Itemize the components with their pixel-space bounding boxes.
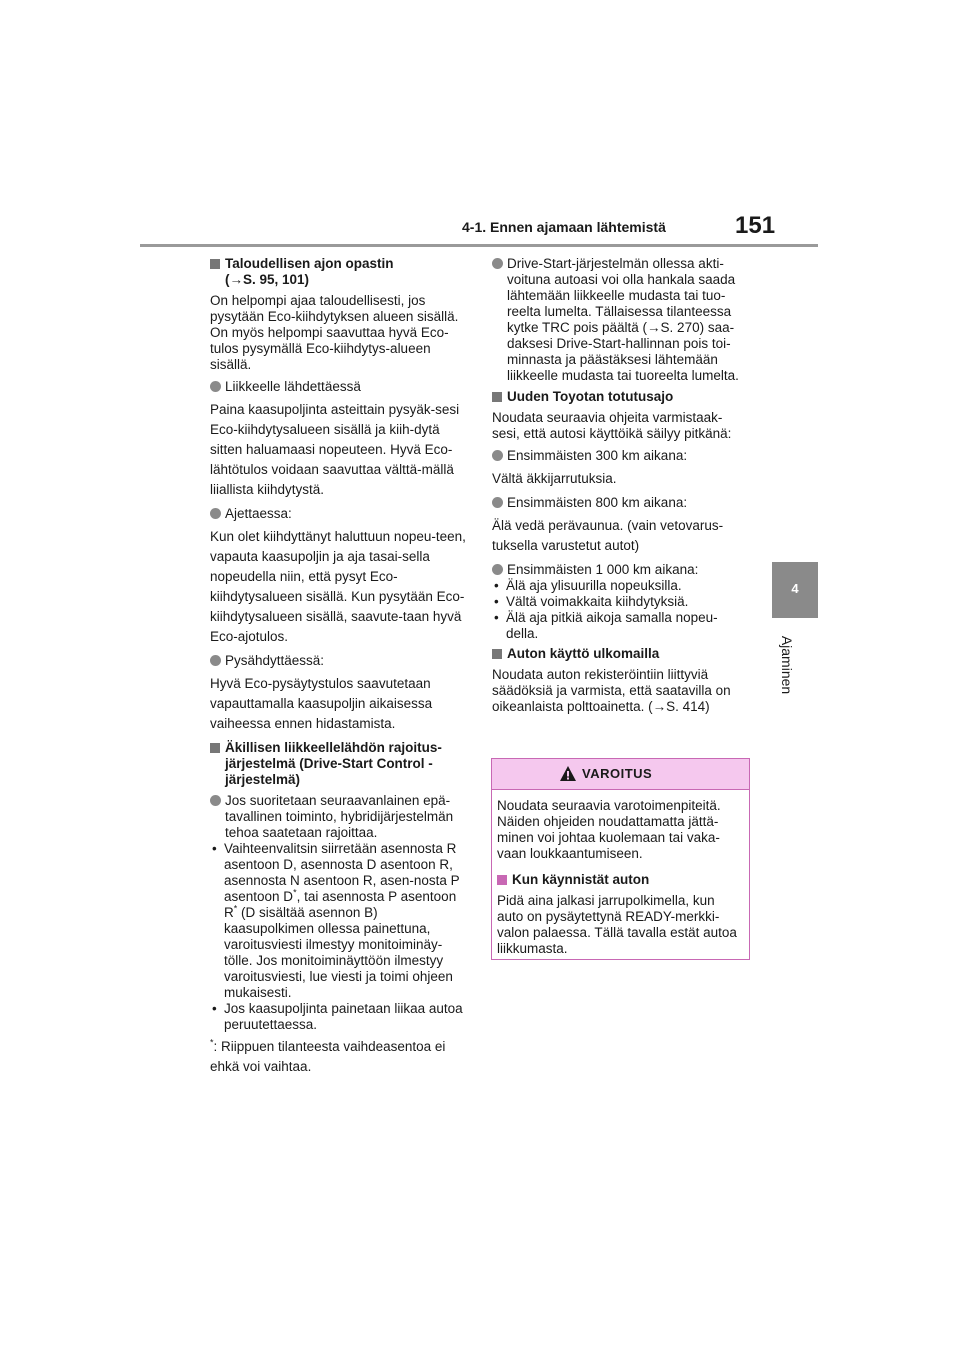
square-bullet-icon — [210, 259, 220, 269]
sub-list-item: • Vaihteenvalitsin siirretään asennosta R asentoon D, asennosta D asentoon R, asennosta N asentoon R, asen-nosta P asentoon D*, tai asennosta P asentoon R* (D sisältää asennon B) kaasupolkimen ollessa painettuna, varoitusviesti ilmestyy monitoiminäy-tölle. Jos monitoiminäyttöön ilmestyy varoitusviesti, lue viesti ja toimi ohjeen mukaisesti. — [210, 841, 466, 1001]
paragraph: Vältä äkkijarrutuksia. — [492, 471, 617, 486]
bullet-item: Ensimmäisten 1 000 km aikana: — [492, 562, 748, 578]
chapter-tab[interactable] — [772, 562, 818, 618]
chapter-label: Ajaminen — [779, 635, 795, 695]
footnote-marker: * — [233, 903, 238, 914]
heading-break-in: Uuden Toyotan totutusajo — [492, 389, 748, 405]
bullet-item: Ajettaessa: — [210, 506, 466, 522]
sub-list-item: • Älä aja ylisuurilla nopeuksilla. — [492, 578, 748, 594]
footnote: *: Riippuen tilanteesta vaihdeasentoa ei ehkä voi vaihtaa. — [210, 1037, 446, 1074]
round-bullet-icon — [492, 258, 503, 269]
warning-box — [491, 758, 750, 960]
right-column — [492, 256, 748, 721]
square-bullet-icon — [210, 743, 220, 753]
round-bullet-icon — [492, 564, 503, 575]
header-divider — [140, 244, 818, 247]
round-bullet-icon — [210, 381, 221, 392]
bullet-item: Liikkeelle lähdettäessä — [210, 379, 466, 395]
paragraph: On helpompi ajaa taloudellisesti, jos pysytään Eco-kiihdytyksen alueen sisällä. On myös helpompi saavuttaa hyvä Eco-tulos pysymällä Eco-kiihdytys-alueen sisällä. — [210, 293, 459, 372]
bullet-item: Ensimmäisten 800 km aikana: — [492, 495, 748, 511]
chapter-label-box — [762, 632, 828, 698]
round-bullet-icon — [492, 497, 503, 508]
paragraph: Pidä aina jalkasi jarrupolkimella, kun auto on pysäytettynä READY-merkki-valon palaessa. Tällä tavalla estät autoa liikkumasta. — [497, 893, 737, 956]
heading-abroad: Auton käyttö ulkomailla — [492, 646, 748, 662]
round-bullet-icon — [492, 450, 503, 461]
section-title: 4-1. Ennen ajamaan lähtemistä — [462, 219, 666, 235]
paragraph: Noudata auton rekisteröintiin liittyviä säädöksiä ja varmista, että saatavilla on oikeanlaista polttoainetta. (→S. 414) — [492, 667, 731, 714]
paragraph: Kun olet kiihdyttänyt haluttuun nopeu-teen, vapauta kaasupoljin ja aja tasai-sella nopeudella niin, että pysyt Eco-kiihdytysalueen sisällä. Kun pysytään Eco-kiihdytysalueen sisällä, saavute-taan hyvä Eco-ajotulos. — [210, 529, 466, 644]
page-reference: (→S. 95, 101) — [225, 272, 310, 287]
heading-eco-guide: Taloudellisen ajon opastin (→S. 95, 101) — [210, 256, 466, 288]
footnote-marker: * — [210, 1037, 214, 1048]
bullet-item: Drive-Start-järjestelmän ollessa akti-voituna autoasi voi olla hankala saada lähtemään liikkeelle mudasta tai tuo-reelta lumelta. Tällaisessa tilanteessa kytke TRC pois päältä (→S. 270) saa-daksesi Drive-Start-hallinnan pois toi-minnasta ja päästäksesi lähtemään liikkeelle mudasta tai tuoreelta lumelta. — [492, 256, 748, 384]
paragraph: Hyvä Eco-pysäytystulos saavutetaan vapauttamalla kaasupoljin aikaisessa vaiheessa ennen hidastamista. — [210, 676, 433, 731]
footnote-marker: * — [293, 887, 297, 898]
bullet-item: Pysähdyttäessä: — [210, 653, 466, 669]
sub-list-item: • Älä aja pitkiä aikoja samalla nopeu-della. — [492, 610, 748, 642]
sub-list-item: • Jos kaasupoljinta painetaan liikaa autoa peruutettaessa. — [210, 1001, 466, 1033]
paragraph: Noudata seuraavia ohjeita varmistaak-sesi, että autosi käyttöikä säilyy pitkänä: — [492, 410, 732, 441]
warning-header — [492, 759, 749, 790]
round-bullet-icon — [210, 655, 221, 666]
paragraph: Älä vedä perävaunua. (vain vetovarus-tuksella varustetut autot) — [492, 518, 724, 553]
bullet-item: Jos suoritetaan seuraavanlainen epä-tavallinen toiminto, hybridijärjestelmän tehoa saatetaan rajoittaa. — [210, 793, 466, 841]
warning-triangle-icon — [559, 765, 577, 782]
warning-title: VAROITUS — [582, 766, 653, 781]
page-number: 151 — [735, 212, 776, 239]
square-bullet-icon — [492, 649, 502, 659]
square-bullet-icon — [492, 392, 502, 402]
square-bullet-icon — [497, 875, 507, 885]
paragraph: Paina kaasupoljinta asteittain pysyäk-sesi Eco-kiihdytysalueen sisällä ja kiih-dytä sitten haluamaasi nopeuteen. Hyvä Eco-lähtötulos voidaan saavuttaa välttä-mällä liiallista kiihdytystä. — [210, 402, 460, 497]
paragraph: Noudata seuraavia varotoimenpiteitä. Näiden ohjeiden noudattamatta jättä-minen voi johtaa kuolemaan tai vaka-vaan loukkaantumiseen. — [497, 798, 721, 861]
sub-list-item: • Vältä voimakkaita kiihdytyksiä. — [492, 594, 748, 610]
round-bullet-icon — [210, 508, 221, 519]
warning-body — [492, 790, 749, 957]
heading-drive-start-control: Äkillisen liikkeellelähdön rajoitus-järjestelmä (Drive-Start Control -järjestelmä) — [210, 740, 466, 788]
round-bullet-icon — [210, 795, 221, 806]
bullet-item: Ensimmäisten 300 km aikana: — [492, 448, 748, 464]
left-column — [210, 256, 466, 1077]
heading-start-car: Kun käynnistät auton — [497, 872, 744, 888]
chapter-number: 4 — [791, 581, 799, 596]
